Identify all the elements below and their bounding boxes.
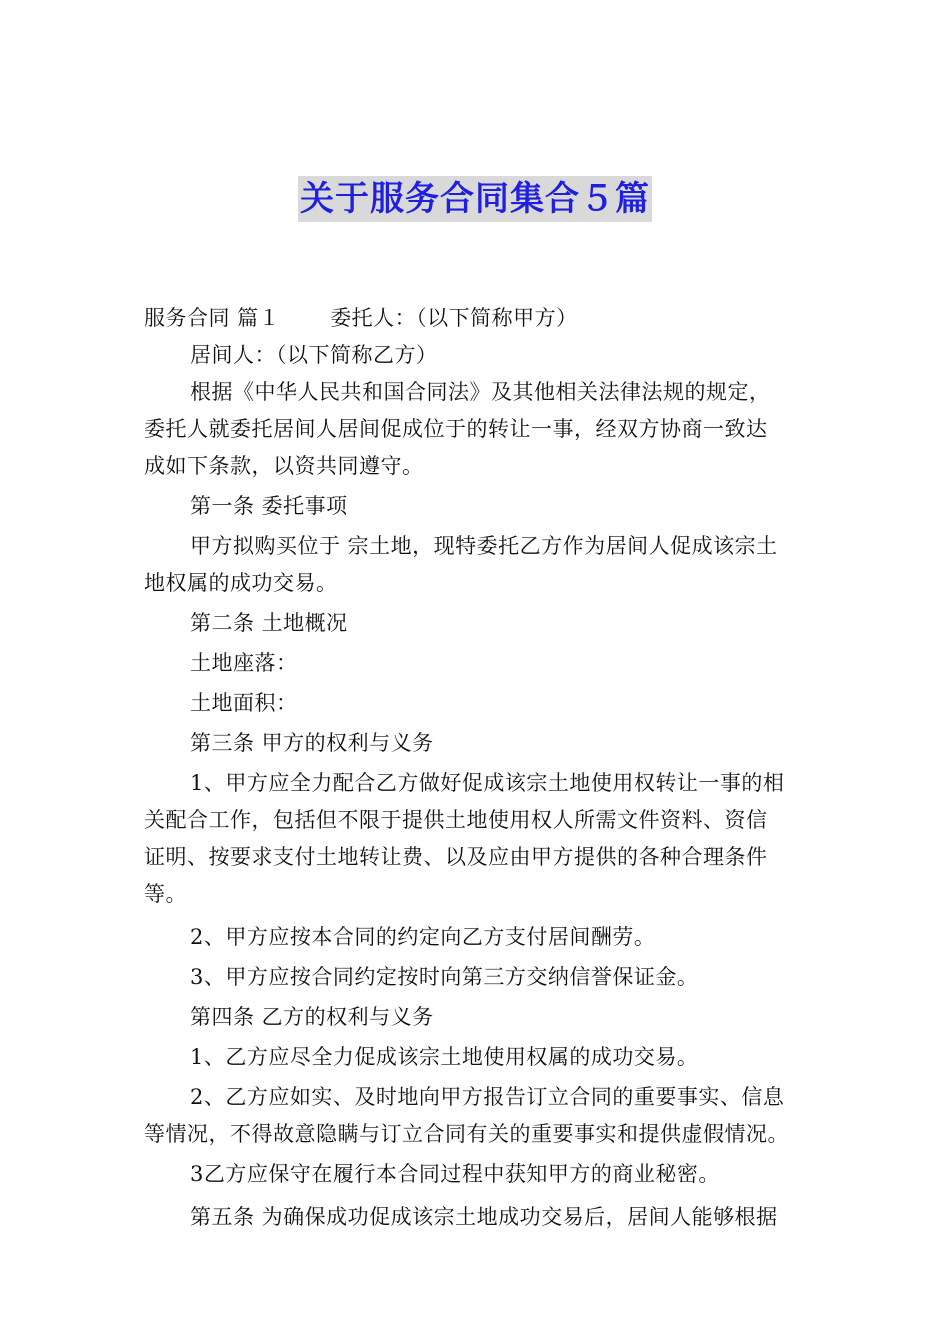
paragraph-line: 2、乙方应如实、及时地向甲方报告订立合同的重要事实、信息 [190, 1085, 785, 1109]
paragraph-line: 甲方拟购买位于 宗土地，现特委托乙方作为居间人促成该宗土 [190, 534, 778, 558]
document-title: 关于服务合同集合５篇 [298, 176, 652, 222]
contract-heading-line [144, 300, 806, 337]
paragraph-line: 2、甲方应按本合同的约定向乙方支付居间酬劳。 [190, 925, 656, 949]
paragraph-line: 等情况，不得故意隐瞒与订立合同有关的重要事实和提供虚假情况。 [144, 1122, 789, 1146]
document-body [144, 300, 806, 1236]
article-heading: 第二条 土地概况 [190, 611, 348, 635]
article-heading: 第四条 乙方的权利与义务 [190, 1005, 434, 1029]
paragraph-line: 1、甲方应全力配合乙方做好促成该宗土地使用权转让一事的相 [190, 771, 785, 795]
paragraph-line: 根据《中华人民共和国合同法》及其他相关法律法规的规定， [190, 380, 771, 404]
article-heading: 第一条 委托事项 [190, 494, 348, 518]
title-container [0, 176, 950, 222]
paragraph-line: 土地座落： [190, 651, 298, 675]
intermediary-line: 居间人：（以下简称乙方） [190, 343, 438, 367]
principal-line: 委托人：（以下简称甲方） [330, 306, 578, 330]
paragraph-line: 3乙方应保守在履行本合同过程中获知甲方的商业秘密。 [190, 1162, 720, 1186]
paragraph-line: 3、甲方应按合同约定按时向第三方交纳信誉保证金。 [190, 965, 699, 989]
contract-section-title: 服务合同 篇１ [144, 306, 281, 330]
paragraph-line: 土地面积： [190, 691, 298, 715]
paragraph-line: 关配合工作，包括但不限于提供土地使用权人所需文件资料、资信 [144, 808, 768, 832]
paragraph-line: 委托人就委托居间人居间促成位于的转让一事，经双方协商一致达 [144, 417, 768, 441]
paragraph-line: 证明、按要求支付土地转让费、以及应由甲方提供的各种合理条件 [144, 845, 768, 869]
paragraph-line: 成如下条款，以资共同遵守。 [144, 454, 424, 478]
article-heading: 第三条 甲方的权利与义务 [190, 731, 434, 755]
paragraph-line: 等。 [144, 882, 187, 906]
paragraph-line: 1、乙方应尽全力促成该宗土地使用权属的成功交易。 [190, 1045, 699, 1069]
paragraph-line: 地权属的成功交易。 [144, 571, 338, 595]
paragraph-line: 第五条 为确保成功促成该宗土地成功交易后，居间人能够根据 [190, 1205, 778, 1229]
